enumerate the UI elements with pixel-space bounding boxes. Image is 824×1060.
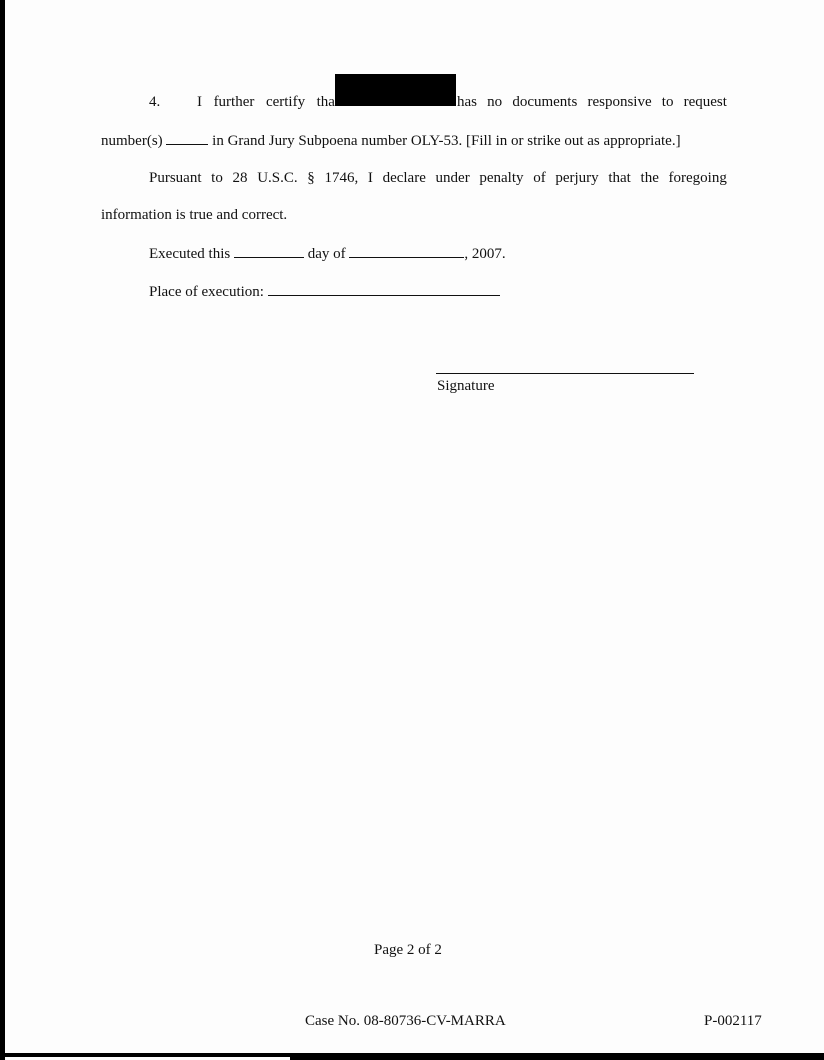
executed-line: Executed this day of , 2007. [149,246,506,262]
paragraph-4-line2: number(s) in Grand Jury Subpoena number OLY-53. [Fill in or strike out as appropriate.] [101,133,681,149]
execution-day-blank [234,244,304,258]
place-of-execution-line: Place of execution: [149,282,500,301]
signature-label: Signature [437,378,495,394]
bates-number: P-002117 [704,1013,762,1029]
paragraph-4-line1-right: has no documents responsive to request [457,94,727,110]
document-page [5,0,824,1053]
page-number: Page 2 of 2 [374,942,442,958]
pursuant-line2: information is true and correct. [101,207,288,223]
place-of-execution-blank [268,282,500,296]
request-number-blank [166,131,208,145]
execution-month-blank [349,244,464,258]
paragraph-4-number: 4. [149,94,161,110]
signature-line [436,373,694,374]
case-number: Case No. 08-80736-CV-MARRA [305,1013,506,1029]
pursuant-line1: Pursuant to 28 U.S.C. § 1746, I declare under penalty of perjury that the foregoing [149,170,727,186]
redaction-block [335,74,456,106]
paragraph-4-line1-left: I further certify tha [197,94,335,110]
